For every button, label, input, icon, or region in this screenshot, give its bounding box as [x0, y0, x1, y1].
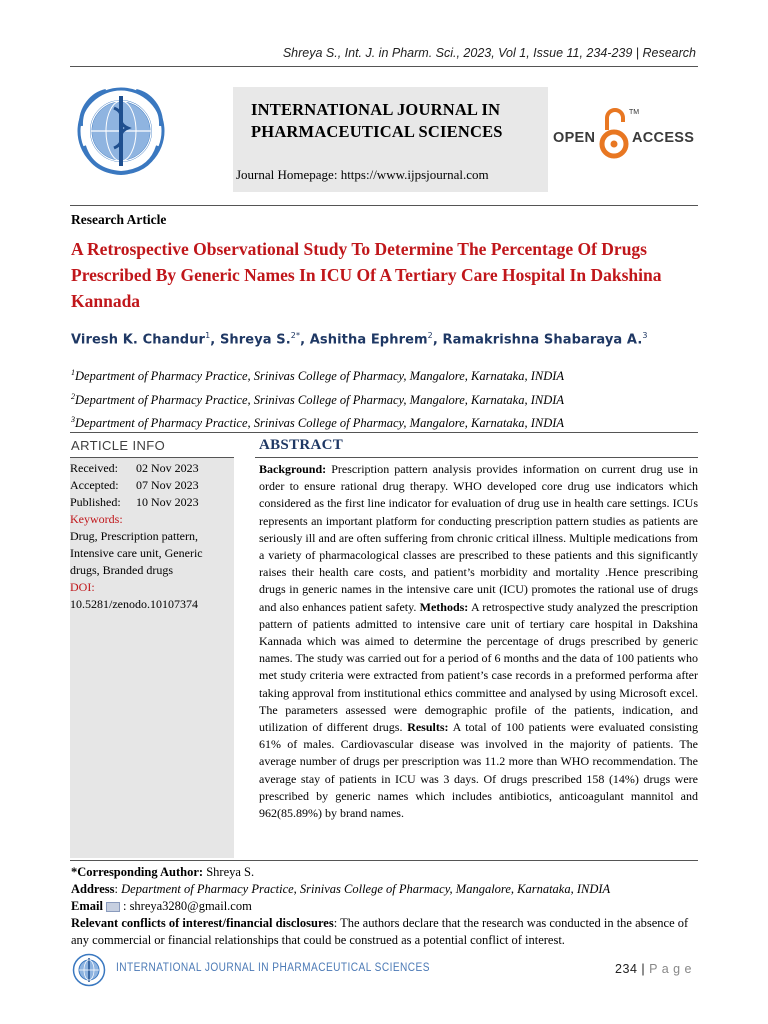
background-label: Background: [259, 462, 327, 476]
article-info-panel [70, 458, 234, 858]
email-row: Email : shreya3280@gmail.com [71, 899, 252, 913]
email-address[interactable]: shreya3280@gmail.com [129, 899, 252, 913]
journal-name: INTERNATIONAL JOURNAL IN PHARMACEUTICAL SCIENCES [251, 100, 503, 141]
affiliation-sup: 1 [71, 368, 75, 377]
received-date: 02 Nov 2023 [136, 461, 199, 475]
keywords-label: Keywords: [70, 512, 123, 526]
methods-label: Methods: [419, 599, 469, 614]
journal-homepage[interactable]: Journal Homepage: https://www.ijpsjournal.com [236, 167, 489, 182]
corresponding-author: Shreya S. [206, 865, 255, 879]
open-access-open-text: OPEN [553, 130, 596, 146]
results-label: Results: [407, 720, 449, 735]
page-number: 234 | P a g e [615, 962, 692, 976]
author-name: Viresh K. Chandur [71, 332, 206, 348]
background-text: Prescription pattern analysis provides information on current drug use in order to ensure rational drug therapy. WHO developed core drug use indicators which considered as the first line indicator for evaluation of drug use in health care settings. ICUs represents an important platform for conducting prescription pattern studies as patients are seriously ill and are often suffering from chronic critical illness. Multiple medications from a variety of pharmacological classes are prescribed to these patients and this significantly raises their health care costs, and patient’s morbidity and mortality .Hence prescribing drugs in generic names in the intensive care unit (ICU) promotes the rational use of drugs and also enhances patient safety. [259, 462, 698, 614]
affiliation-text: Department of Pharmacy Practice, Srinivas College of Pharmacy, Mangalore, Karnataka, INDIA [75, 369, 565, 384]
doi[interactable]: 10.5281/zenodo.10107374 [70, 597, 198, 611]
header-bottom-divider [70, 205, 698, 206]
open-access-access-text: ACCESS [632, 130, 695, 146]
accepted-row [70, 477, 230, 494]
conflicts-text: The authors declare that the research was conducted in the absence of any commercial or financial relationships that could be construed as a potential conflict of interest. [71, 916, 689, 947]
article-type: Research Article [71, 212, 167, 227]
journal-logo [76, 86, 166, 176]
received-row [70, 460, 230, 477]
header-divider [70, 66, 698, 67]
correspondence-divider [70, 860, 698, 861]
address-row: Address: Department of Pharmacy Practice, Srinivas College of Pharmacy, Mangalore, Karnataka, INDIA [71, 882, 611, 896]
correspondence-block [71, 864, 701, 949]
affiliation-sup: 2 [71, 391, 75, 401]
envelope-icon [106, 902, 120, 912]
affiliation [71, 387, 564, 411]
conflicts-label: Relevant conflicts of interest/financial disclosures [71, 916, 334, 930]
accepted-label: Accepted: [70, 478, 119, 492]
article-title: A Retrospective Observational Study To Determine The Percentage Of Drugs Prescribed By Generic Names In ICU Of A Tertiary Care Hospital In Dakshina Kannada [71, 239, 662, 311]
affiliation-sup: 3 [71, 415, 75, 425]
footer-logo-icon [72, 953, 106, 987]
page-number-value: 234 [615, 962, 638, 976]
trademark: TM [629, 109, 640, 116]
received-label: Received: [70, 461, 118, 475]
abstract-body [259, 461, 698, 822]
section-divider [70, 432, 698, 433]
published-date: 10 Nov 2023 [136, 495, 199, 509]
abstract-heading: ABSTRACT [259, 437, 344, 453]
footer-journal-name: INTERNATIONAL JOURNAL IN PHARMACEUTICAL SCIENCES [116, 962, 430, 974]
abstract-divider [255, 457, 698, 458]
address-label: Address [71, 882, 115, 896]
author-list: Viresh K. Chandur$^1$, Shreya S.$^{2*}$, Ashitha Ephrem$^2$, Ramakrishna Shabaraya A.$^3$ [71, 331, 648, 348]
author-name: Ramakrishna Shabaraya A. [442, 332, 643, 348]
email-label: Email [71, 899, 103, 913]
published-row [70, 494, 230, 511]
results-text: A total of 100 patients were evaluated consisting 61% of males. Cardiovascular disease was involved in the majority of patients. The average number of drugs per prescription was 11.2 more than WHO recommendation. The average stay of patients in ICU was 3 days. Of drugs prescribed 158 (14%) drugs were prescribed by generic names which includes antibiotics, anticoagulant mannitol and 962(85.89%) by brand names. [259, 720, 699, 821]
open-lock-icon [599, 104, 629, 164]
affiliation-text: Department of Pharmacy Practice, Srinivas College of Pharmacy, Mangalore, Karnataka, INDIA [75, 392, 565, 407]
author-sup: 3 [642, 331, 648, 340]
open-access-logo [553, 104, 698, 166]
article-info-heading: ARTICLE INFO [71, 438, 166, 453]
doi-label: DOI: [70, 580, 95, 594]
journal-banner [233, 87, 548, 192]
conflicts-row: Relevant conflicts of interest/financial disclosures: The authors declare that the research was conducted in the absence of any commercial or financial relationships that could be construed as a potential conflict of interest. [71, 916, 689, 947]
affiliation [71, 410, 564, 434]
author-sup: 2 [427, 331, 433, 340]
affiliation-list [71, 363, 564, 434]
author-name: Shreya S. [219, 332, 291, 348]
methods-text: A retrospective study analyzed the prescription pattern of patients admitted to intensive care unit of tertiary care hospital in Dakshina Kannada which was aimed to determine the percentage of drugs prescribed by generic names. The study was carried out for a period of 6 months and the data of 100 patients who met study criteria were extracted from patient’s case records in a preformed performa after taking approval from institutional ethics committee and analysed by using Microsoft excel. The parameters assessed were demographic profile of the patients, indication, and utilization of different drugs. [259, 599, 699, 735]
author-sup: 2* [290, 331, 301, 340]
accepted-date: 07 Nov 2023 [136, 478, 199, 492]
published-label: Published: [70, 495, 121, 509]
keywords: Drug, Prescription pattern, Intensive care unit, Generic drugs, Branded drugs [70, 529, 203, 577]
corresponding-author-label: *Corresponding Author: [71, 865, 204, 879]
author-name: Ashitha Ephrem [309, 332, 428, 348]
corresponding-author-row [71, 864, 701, 881]
author-sup: 1 [205, 331, 211, 340]
address-text: Department of Pharmacy Practice, Srinivas College of Pharmacy, Mangalore, Karnataka, INDIA [121, 882, 611, 896]
citation-line: Shreya S., Int. J. in Pharm. Sci., 2023, Vol 1, Issue 11, 234-239 | Research [282, 46, 696, 60]
affiliation-text: Department of Pharmacy Practice, Srinivas College of Pharmacy, Mangalore, Karnataka, INDIA [75, 416, 565, 431]
page-word: P a g e [649, 962, 692, 976]
affiliation [71, 363, 564, 387]
